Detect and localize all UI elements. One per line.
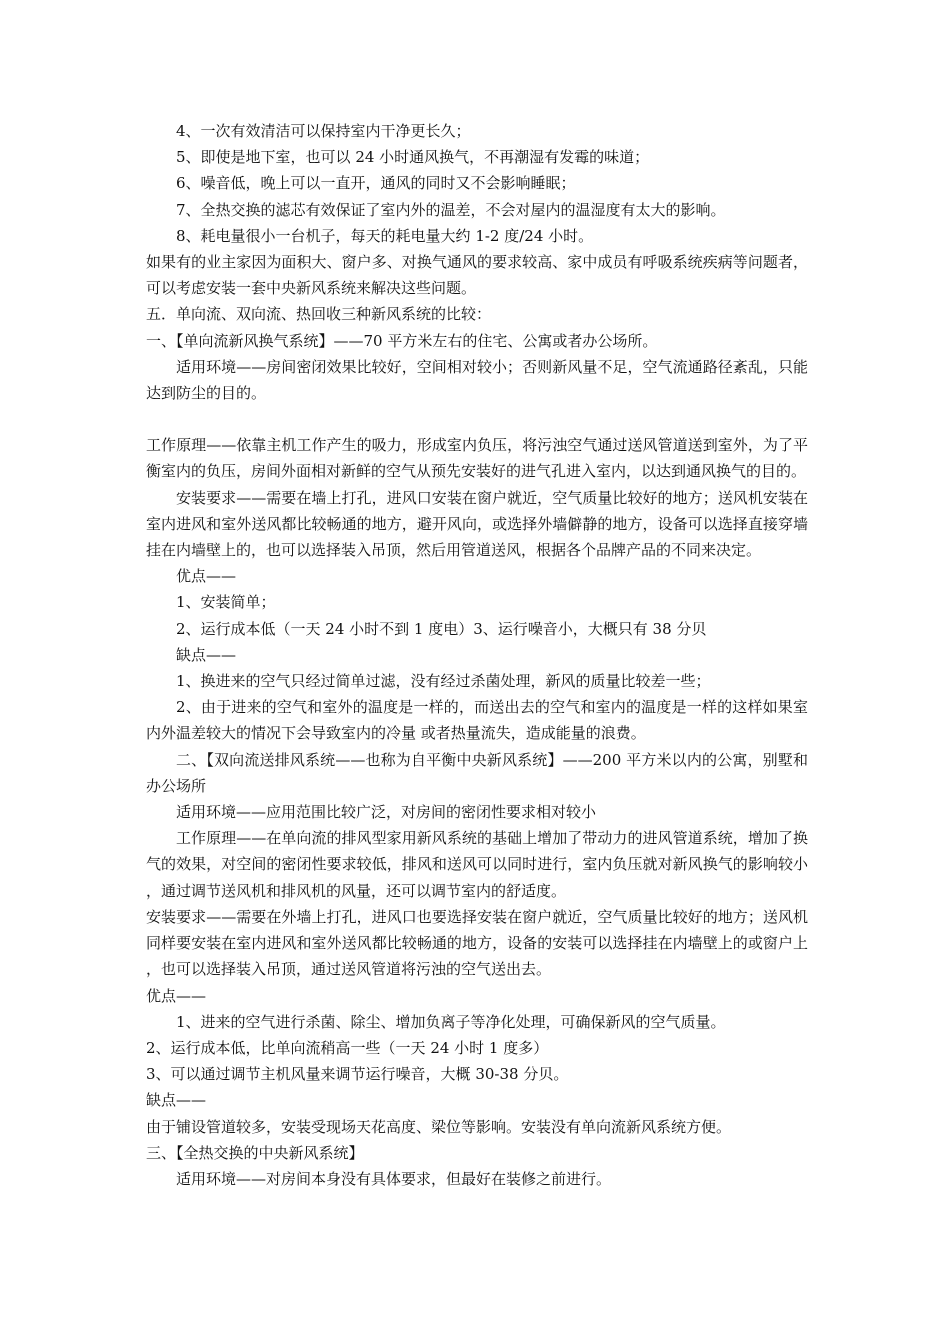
paragraph: 适用环境——房间密闭效果比较好，空间相对较小；否则新风量不足，空气流通路径紊乱，只能达到防尘的目的。 <box>146 357 808 403</box>
paragraph: 工作原理——依靠主机工作产生的吸力，形成室内负压，将污浊空气通过送风管道送到室外，为了平衡室内的负压，房间外面相对新鲜的空气从预先安装好的进气孔进入室内，以达到通风换气的目的。 <box>146 436 808 481</box>
paragraph: 缺点—— <box>176 645 237 664</box>
paragraph: 1、进来的空气进行杀菌、除尘、增加负离子等净化处理，可确保新风的空气质量。 <box>176 1012 726 1031</box>
paragraph: 1、安装简单； <box>176 593 276 612</box>
paragraph: 2、由于进来的空气和室外的温度是一样的，而送出去的空气和室内的温度是一样的这样如果室内外温差较大的情况下会导致室内的冷量 或者热量流失，造成能量的浪费。 <box>146 698 808 743</box>
document-body <box>146 118 808 1192</box>
paragraph: 2、运行成本低（一天 24 小时不到 1 度电）3、运行噪音小，大概只有 38 分贝 <box>176 619 707 638</box>
paragraph: 8、耗电量很小一台机子，每天的耗电量大约 1-2 度/24 小时。 <box>176 226 594 245</box>
paragraph: 适用环境——应用范围比较广泛，对房间的密闭性要求相对较小 <box>176 803 597 822</box>
paragraph: 一、【单向流新风换气系统】——70 平方米左右的住宅、公寓或者办公场所。 <box>146 331 658 350</box>
paragraph: 如果有的业主家因为面积大、窗户多、对换气通风的要求较高、家中成员有呼吸系统疾病等问题者，可以考虑安装一套中央新风系统来解决这些问题。 <box>146 253 808 298</box>
paragraph: 由于铺设管道较多，安装受现场天花高度、梁位等影响。安装没有单向流新风系统方便。 <box>146 1117 732 1136</box>
paragraph: 二、【双向流送排风系统——也称为自平衡中央新风系统】——200 平方米以内的公寓，别墅和办公场所 <box>146 750 808 795</box>
paragraph: 安装要求——需要在外墙上打孔，进风口也要选择安装在窗户就近，空气质量比较好的地方；送风机同样要安装在室内进风和室外送风都比较畅通的地方，设备的安装可以选择挂在内墙壁上的或窗户上，也可以选择装入吊顶，通过送风管道将污浊的空气送出去。 <box>146 907 808 979</box>
paragraph: 优点—— <box>146 986 207 1005</box>
paragraph: 2、运行成本低，比单向流稍高一些（一天 24 小时 1 度多） <box>146 1038 549 1057</box>
paragraph: 适用环境——对房间本身没有具体要求，但最好在装修之前进行。 <box>176 1169 612 1188</box>
paragraph: 5、即使是地下室，也可以 24 小时通风换气，不再潮湿有发霉的味道； <box>176 148 650 167</box>
paragraph: 安装要求——需要在墙上打孔，进风口安装在窗户就近，空气质量比较好的地方；送风机安装在室内进风和室外送风都比较畅通的地方，避开风向，或选择外墙僻静的地方，设备可以选择直接穿墙挂在内墙壁上的，也可以选择装入吊顶，然后用管道送风，根据各个品牌产品的不同来决定。 <box>146 488 808 560</box>
blank-line <box>146 406 808 432</box>
paragraph: 五．单向流、双向流、热回收三种新风系统的比较： <box>146 305 492 324</box>
paragraph: 7、全热交换的滤芯有效保证了室内外的温差，不会对屋内的温湿度有太大的影响。 <box>176 200 726 219</box>
paragraph: 缺点—— <box>146 1091 207 1110</box>
paragraph: 6、噪音低，晚上可以一直开，通风的同时又不会影响睡眠； <box>176 174 576 193</box>
paragraph: 工作原理——在单向流的排风型家用新风系统的基础上增加了带动力的进风管道系统，增加了换气的效果，对空间的密闭性要求较低，排风和送风可以同时进行，室内负压就对新风换气的影响较小，通过调节送风机和排风机的风量，还可以调节室内的舒适度。 <box>146 829 808 900</box>
paragraph: 3、可以通过调节主机风量来调节运行噪音，大概 30-38 分贝。 <box>146 1065 569 1084</box>
paragraph: 三、【全热交换的中央新风系统】 <box>146 1143 364 1162</box>
paragraph: 1、换进来的空气只经过简单过滤，没有经过杀菌处理，新风的质量比较差一些； <box>176 672 711 691</box>
paragraph: 优点—— <box>176 567 237 586</box>
paragraph: 4、一次有效清洁可以保持室内干净更长久； <box>176 122 471 140</box>
